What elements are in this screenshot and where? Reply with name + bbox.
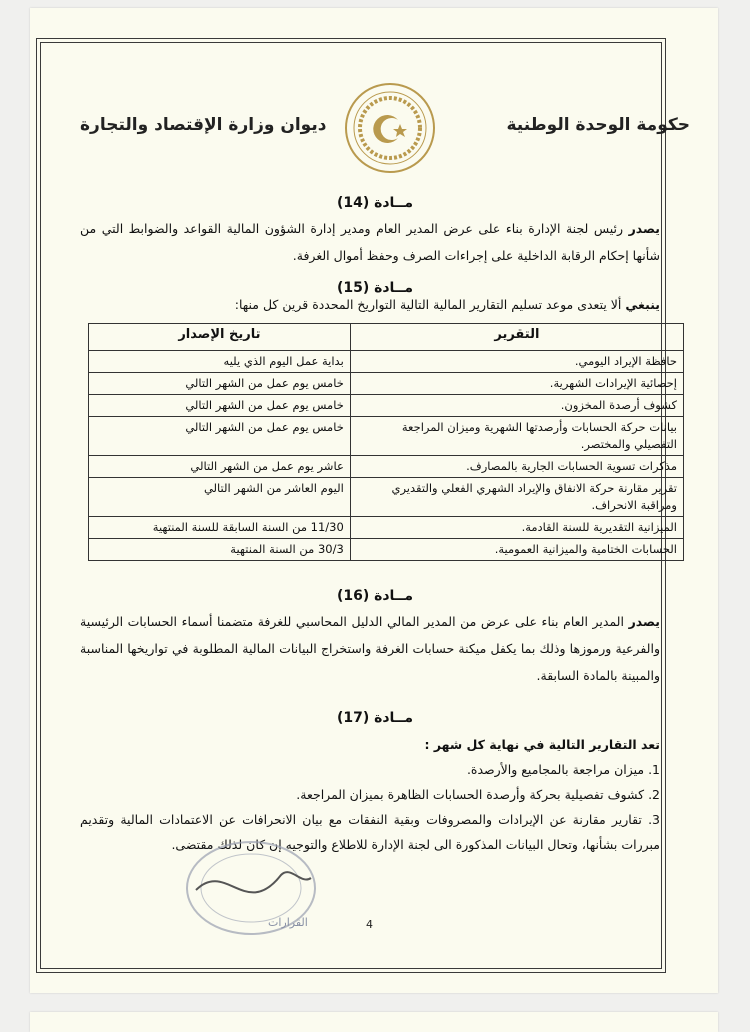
report-cell: بيانات حركة الحسابات وأرصدتها الشهرية وميزان المراجعة التفصيلي والمختصر. [350,417,683,456]
ministry-title: ديوان وزارة الإقتصاد والتجارة [80,115,327,135]
article-15-body: ألا يتعدى موعد تسليم التقارير المالية التالية التواريخ المحددة قرين كل منها: [234,297,622,312]
report-cell: حافظة الإيراد اليومي. [350,351,683,373]
table-row [89,351,684,373]
table-row [89,456,684,478]
date-cell: اليوم العاشر من الشهر التالي [89,478,351,517]
date-cell: خامس يوم عمل من الشهر التالي [89,395,351,417]
stamp-text: القرارات [268,916,308,929]
list-item: 1. ميزان مراجعة بالمجاميع والأرصدة. [466,762,660,777]
article-15-text [80,295,660,315]
reports-schedule-table [88,323,684,561]
date-cell: خامس يوم عمل من الشهر التالي [89,417,351,456]
table-row [89,517,684,539]
date-cell: 30/3 من السنة المنتهية [89,539,351,561]
article-15-title: مــادة (15) [336,280,414,296]
page-number: 4 [366,918,373,931]
article-17-text [80,732,660,857]
article-15-lead: ينبغي [625,297,660,312]
date-cell: خامس يوم عمل من الشهر التالي [89,373,351,395]
report-cell: تقرير مقارنة حركة الانفاق والإيراد الشهري الفعلي والتقديري ومراقبة الانحراف. [350,478,683,517]
table-row [89,539,684,561]
government-title: حكومة الوحدة الوطنية [506,115,690,135]
article-16-title: مــادة (16) [336,588,414,604]
article-17-title: مــادة (17) [336,710,414,726]
report-cell: كشوف أرصدة المخزون. [350,395,683,417]
article-16-lead: يصدر [628,614,660,629]
article-16-body: المدير العام بناء على عرض من المدير المالي الدليل المحاسبي للغرفة متضمنا أسماء الحسابات الرئيسية والفرعية ورموزها وذلك بما يكفل ميكنة حسابات الغرفة واستخراج البيانات المالية المطلوبة في تواريخها المناسبة والمبينة بالمادة السابقة. [80,614,660,683]
table-row [89,478,684,517]
report-cell: مذكرات تسوية الحسابات الجارية بالمصارف. [350,456,683,478]
report-cell: إحصائية الإيرادات الشهرية. [350,373,683,395]
article-14-body: رئيس لجنة الإدارة بناء على عرض المدير العام ومدير إدارة الشؤون المالية القواعد والضوابط التي من شأنها إحكام الرقابة الداخلية على إجراءات الصرف وحفظ أموال الغرفة. [80,221,660,263]
table-row [89,395,684,417]
state-emblem-icon [342,80,438,176]
column-header-report: التقرير [350,324,683,351]
list-item: 3. تقارير مقارنة عن الإيرادات والمصروفات وبقية النفقات مع بيان الانحرافات عن الاعتمادات المالية وتقديم مبررات بشأنها، وتحال البيانات المذكورة الى لجنة الإدارة للاطلاع والتوجيه إن كان لذلك مقتضى. [80,812,660,852]
article-14-title: مــادة (14) [336,195,414,211]
column-header-date: تاريخ الإصدار [89,324,351,351]
list-item: 2. كشوف تفصيلية بحركة وأرصدة الحسابات الظاهرة بميزان المراجعة. [296,787,660,802]
next-page-edge [30,1012,718,1032]
table-row [89,373,684,395]
date-cell: بداية عمل اليوم الذي يليه [89,351,351,373]
table-row [89,417,684,456]
report-cell: الميزانية التقديرية للسنة القادمة. [350,517,683,539]
official-stamp-icon [176,830,326,940]
report-cell: الحسابات الختامية والميزانية العمومية. [350,539,683,561]
date-cell: عاشر يوم عمل من الشهر التالي [89,456,351,478]
article-16-text [80,608,660,689]
article-17-intro: تعد التقارير التالية في نهاية كل شهر : [424,737,660,752]
article-14-lead: يصدر [628,221,660,236]
date-cell: 11/30 من السنة السابقة للسنة المنتهية [89,517,351,539]
article-14-text [80,215,660,269]
